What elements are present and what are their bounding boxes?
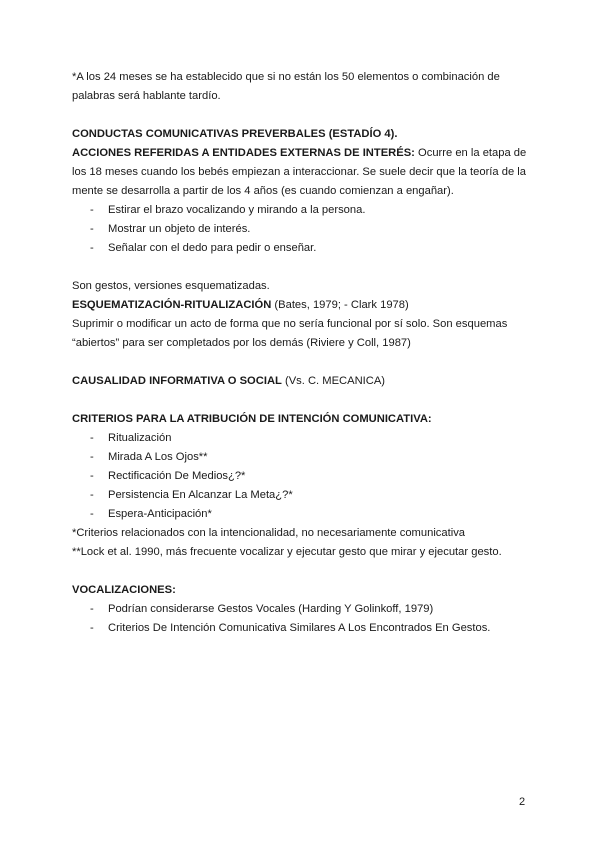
list-item: - Persistencia En Alcanzar La Meta¿?* bbox=[72, 486, 528, 505]
heading-criterios: CRITERIOS PARA LA ATRIBUCIÓN DE INTENCIÓN COMUNICATIVA: bbox=[72, 413, 432, 425]
list-item: - Podrían considerarse Gestos Vocales (Harding Y Golinkoff, 1979) bbox=[72, 600, 528, 619]
heading-acciones: ACCIONES REFERIDAS A ENTIDADES EXTERNAS DE INTERÉS: bbox=[72, 147, 415, 159]
esquematizacion-text: Suprimir o modificar un acto de forma que no sería funcional por sí solo. Son esquemas “abiertos” para ser completados por los demás (Riviere y Coll, 1987) bbox=[72, 318, 508, 349]
list-item: - Señalar con el dedo para pedir o enseñar. bbox=[72, 239, 528, 258]
heading-conductas: CONDUCTAS COMUNICATIVAS PREVERBALES (ESTADÍO 4). bbox=[72, 128, 398, 140]
list-item: - Rectificación De Medios¿?* bbox=[72, 467, 528, 486]
paragraph-esquematizacion bbox=[72, 296, 528, 315]
bullet-dash: - bbox=[90, 603, 94, 615]
list-item: - Estirar el brazo vocalizando y mirando a la persona. bbox=[72, 201, 528, 220]
gestos-text: Son gestos, versiones esquematizadas. bbox=[72, 280, 270, 292]
bullet-dash: - bbox=[90, 204, 94, 216]
causalidad-ref: (Vs. C. MECANICA) bbox=[281, 375, 386, 387]
esquematizacion-ref: (Bates, 1979; - Clark 1978) bbox=[271, 299, 409, 311]
bullet-dash: - bbox=[90, 432, 94, 444]
list-item: - Ritualización bbox=[72, 429, 528, 448]
bullet-dash: - bbox=[90, 242, 94, 254]
list-acciones bbox=[72, 201, 528, 258]
criterios-note-2: **Lock et al. 1990, más frecuente vocalizar y ejecutar gesto que mirar y ejecutar gesto. bbox=[72, 546, 502, 558]
heading-esquematizacion: ESQUEMATIZACIÓN-RITUALIZACIÓN bbox=[72, 299, 272, 311]
criterios-note-1: *Criterios relacionados con la intencionalidad, no necesariamente comunicativa bbox=[72, 527, 466, 539]
heading-causalidad: CAUSALIDAD INFORMATIVA O SOCIAL bbox=[72, 375, 282, 387]
paragraph-causalidad bbox=[72, 372, 528, 391]
paragraph-acciones bbox=[72, 144, 528, 201]
list-item: - Espera-Anticipación* bbox=[72, 505, 528, 524]
list-criterios bbox=[72, 429, 528, 524]
bullet-dash: - bbox=[90, 470, 94, 482]
acciones-text: Ocurre en la etapa de los 18 meses cuando los bebés empiezan a interaccionar. Se suele decir que la teoría de la mente se desarrolla a partir de los 4 años (es cuando comienzan a engañar). bbox=[72, 147, 527, 197]
list-item: - Mostrar un objeto de interés. bbox=[72, 220, 528, 239]
bullet-dash: - bbox=[90, 451, 94, 463]
list-item: - Mirada A Los Ojos** bbox=[72, 448, 528, 467]
document-body bbox=[72, 68, 528, 638]
bullet-dash: - bbox=[90, 622, 94, 634]
note-24-months: *A los 24 meses se ha establecido que si no están los 50 elementos o combinación de palabras será hablante tardío. bbox=[72, 71, 500, 102]
bullet-dash: - bbox=[90, 489, 94, 501]
bullet-dash: - bbox=[90, 223, 94, 235]
heading-vocalizaciones: VOCALIZACIONES: bbox=[72, 584, 176, 596]
list-item: - Criterios De Intención Comunicativa Similares A Los Encontrados En Gestos. bbox=[72, 619, 528, 638]
list-vocalizaciones bbox=[72, 600, 528, 638]
page-number: 2 bbox=[519, 796, 526, 808]
bullet-dash: - bbox=[90, 508, 94, 520]
